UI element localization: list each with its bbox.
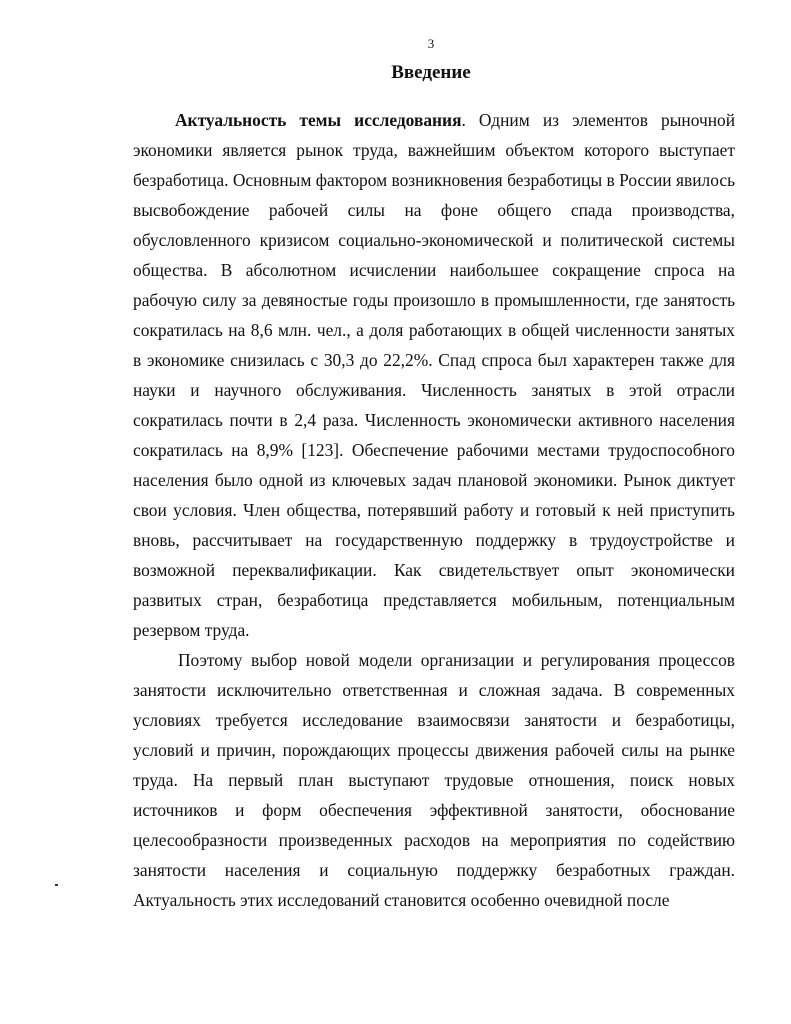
body-text — [133, 105, 735, 915]
paragraph-2 — [133, 645, 735, 915]
scan-speck — [55, 884, 58, 886]
paragraph-lead: Актуальность темы исследования — [175, 110, 462, 130]
paragraph-1 — [133, 105, 735, 645]
paragraph-text: Поэтому выбор новой модели организации и регулирования процессов занятости исключительно ответственная и сложная задача. В современных условиях требуется исследование взаимосвязи занятости и безработицы, условий и причин, порождающих процессы движения рабочей силы на рынке труда. На первый план выступают трудовые отношения, поиск новых источников и форм обеспечения эффективной занятости, обоснование целесообразности произведенных расходов на мероприятия по содействию занятости населения и социальную поддержку безработных граждан. Актуальность этих исследований становится особенно очевидной после — [133, 650, 735, 910]
page-number: 3 — [427, 36, 435, 51]
section-heading: Введение — [391, 62, 471, 83]
paragraph-text: . Одним из элементов рыночной экономики является рынок труда, важнейшим объектом которого выступает безработица. Основным фактором возникновения безработицы в России явилось высвобождение рабочей силы на фоне общего спада производства, обусловленного кризисом социально-экономической и политической системы общества. В абсолютном исчислении наибольшее сокращение спроса на рабочую силу за девяностые годы произошло в промышленности, где занятость сократилась на 8,6 млн. чел., а доля работающих в общей численности занятых в экономике снизилась с 30,3 до 22,2%. Спад спроса был характерен также для науки и научного обслуживания. Численность занятых в этой отрасли сократилась почти в 2,4 раза. Численность экономически активного населения сократилась на 8,9% [123]. Обеспечение рабочими местами трудоспособного населения было одной из ключевых задач плановой экономики. Рынок диктует свои условия. Член общества, потерявший работу и готовый к ней приступить вновь, рассчитывает на государственную поддержку в трудоустройстве и возможной переквалификации. Как свидетельствует опыт экономически развитых стран, безработица представляется мобильным, потенциальным резервом труда. — [133, 110, 735, 640]
